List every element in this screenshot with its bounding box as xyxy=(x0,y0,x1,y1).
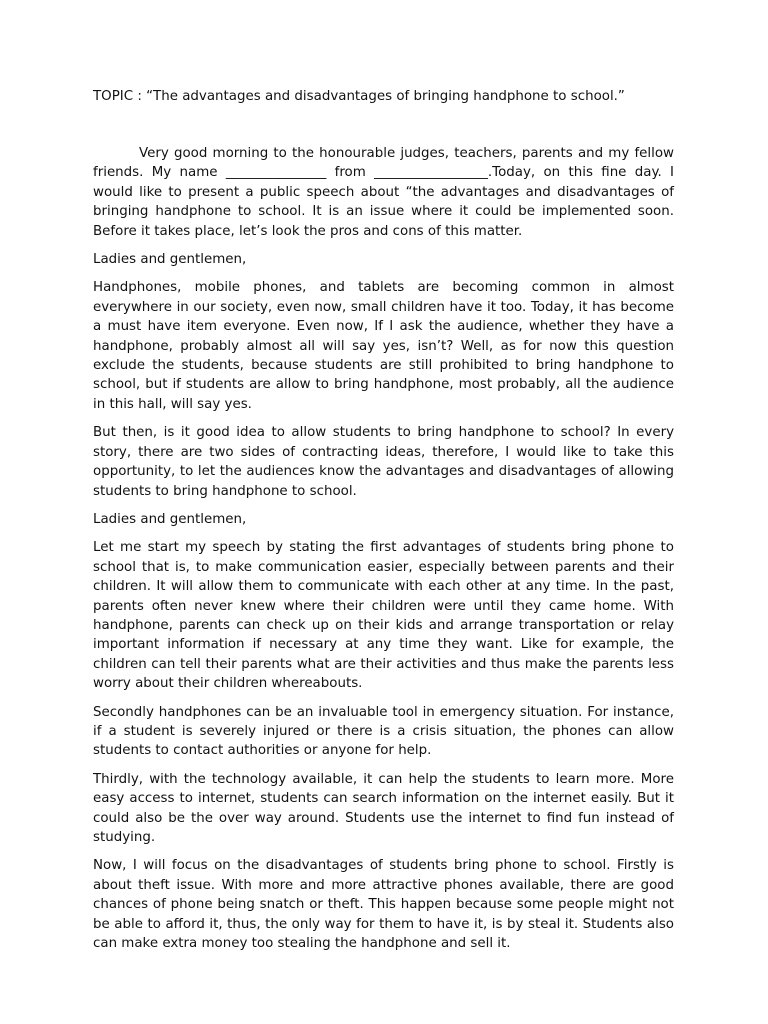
paragraph-second-advantage: Secondly handphones can be an invaluable tool in emergency situation. For instance, if a student is severely injured or there is a crisis situation, the phones can allow students to contact authorities or anyone for help. xyxy=(93,704,674,759)
topic-heading: TOPIC : “The advantages and disadvantages of bringing handphone to school.” xyxy=(93,89,625,104)
paragraph-salutation: Ladies and gentlemen, xyxy=(93,511,247,527)
paragraph-first-advantage: Let me start my speech by stating the first advantages of students bring phone to school that is, to make communication easier, especially between parents and their children. It will allow them to communicate with each other at any time. In the past, parents often never knew where their children were until they came home. With handphone, parents can check up on their kids and arrange transportation or relay important information if necessary at any time they want. Like for example, the children can tell their parents what are their activities and thus make the parents less worry about their children whereabouts. xyxy=(93,540,674,692)
speech-body xyxy=(93,144,674,962)
paragraph-introduction: Very good morning to the honourable judges, teachers, parents and my fellow friends. My name _______________ from _________________.Today, on this fine day. I would like to present a public speech about “the advantages and disadvantages of bringing handphone to school. It is an issue where it could be implemented soon. Before it takes place, let’s look the pros and cons of this matter. xyxy=(93,146,674,239)
paragraph-handphones-common: Handphones, mobile phones, and tablets are becoming common in almost everywhere in our society, even now, small children have it too. Today, it has become a must have item everyone. Even now, If I ask the audience, whether they have a handphone, probably almost all will say yes, isn’t? Well, as for now this question exclude the students, because students are still prohibited to bring handphone to school, but if students are allow to bring handphone, most probably, all the audience in this hall, will say yes. xyxy=(93,280,674,412)
paragraph-first-disadvantage: Now, I will focus on the disadvantages of students bring phone to school. Firstly is about theft issue. With more and more attractive phones available, there are good chances of phone being snatch or theft. This happen because some people might not be able to afford it, thus, the only way for them to have it, is by steal it. Students also can make extra money too stealing the handphone and sell it. xyxy=(93,858,674,952)
document-page xyxy=(93,0,674,1024)
paragraph-salutation: Ladies and gentlemen, xyxy=(93,252,247,268)
paragraph-third-advantage: Thirdly, with the technology available, it can help the students to learn more. More easy access to internet, students can search information on the internet easily. But it could also be the over way around. Students use the internet to find fun instead of studying. xyxy=(93,771,674,845)
paragraph-good-idea-question: But then, is it good idea to allow students to bring handphone to school? In every story, there are two sides of contracting ideas, therefore, I would like to take this opportunity, to let the audiences know the advantages and disadvantages of allowing students to bring handphone to school. xyxy=(93,425,674,499)
